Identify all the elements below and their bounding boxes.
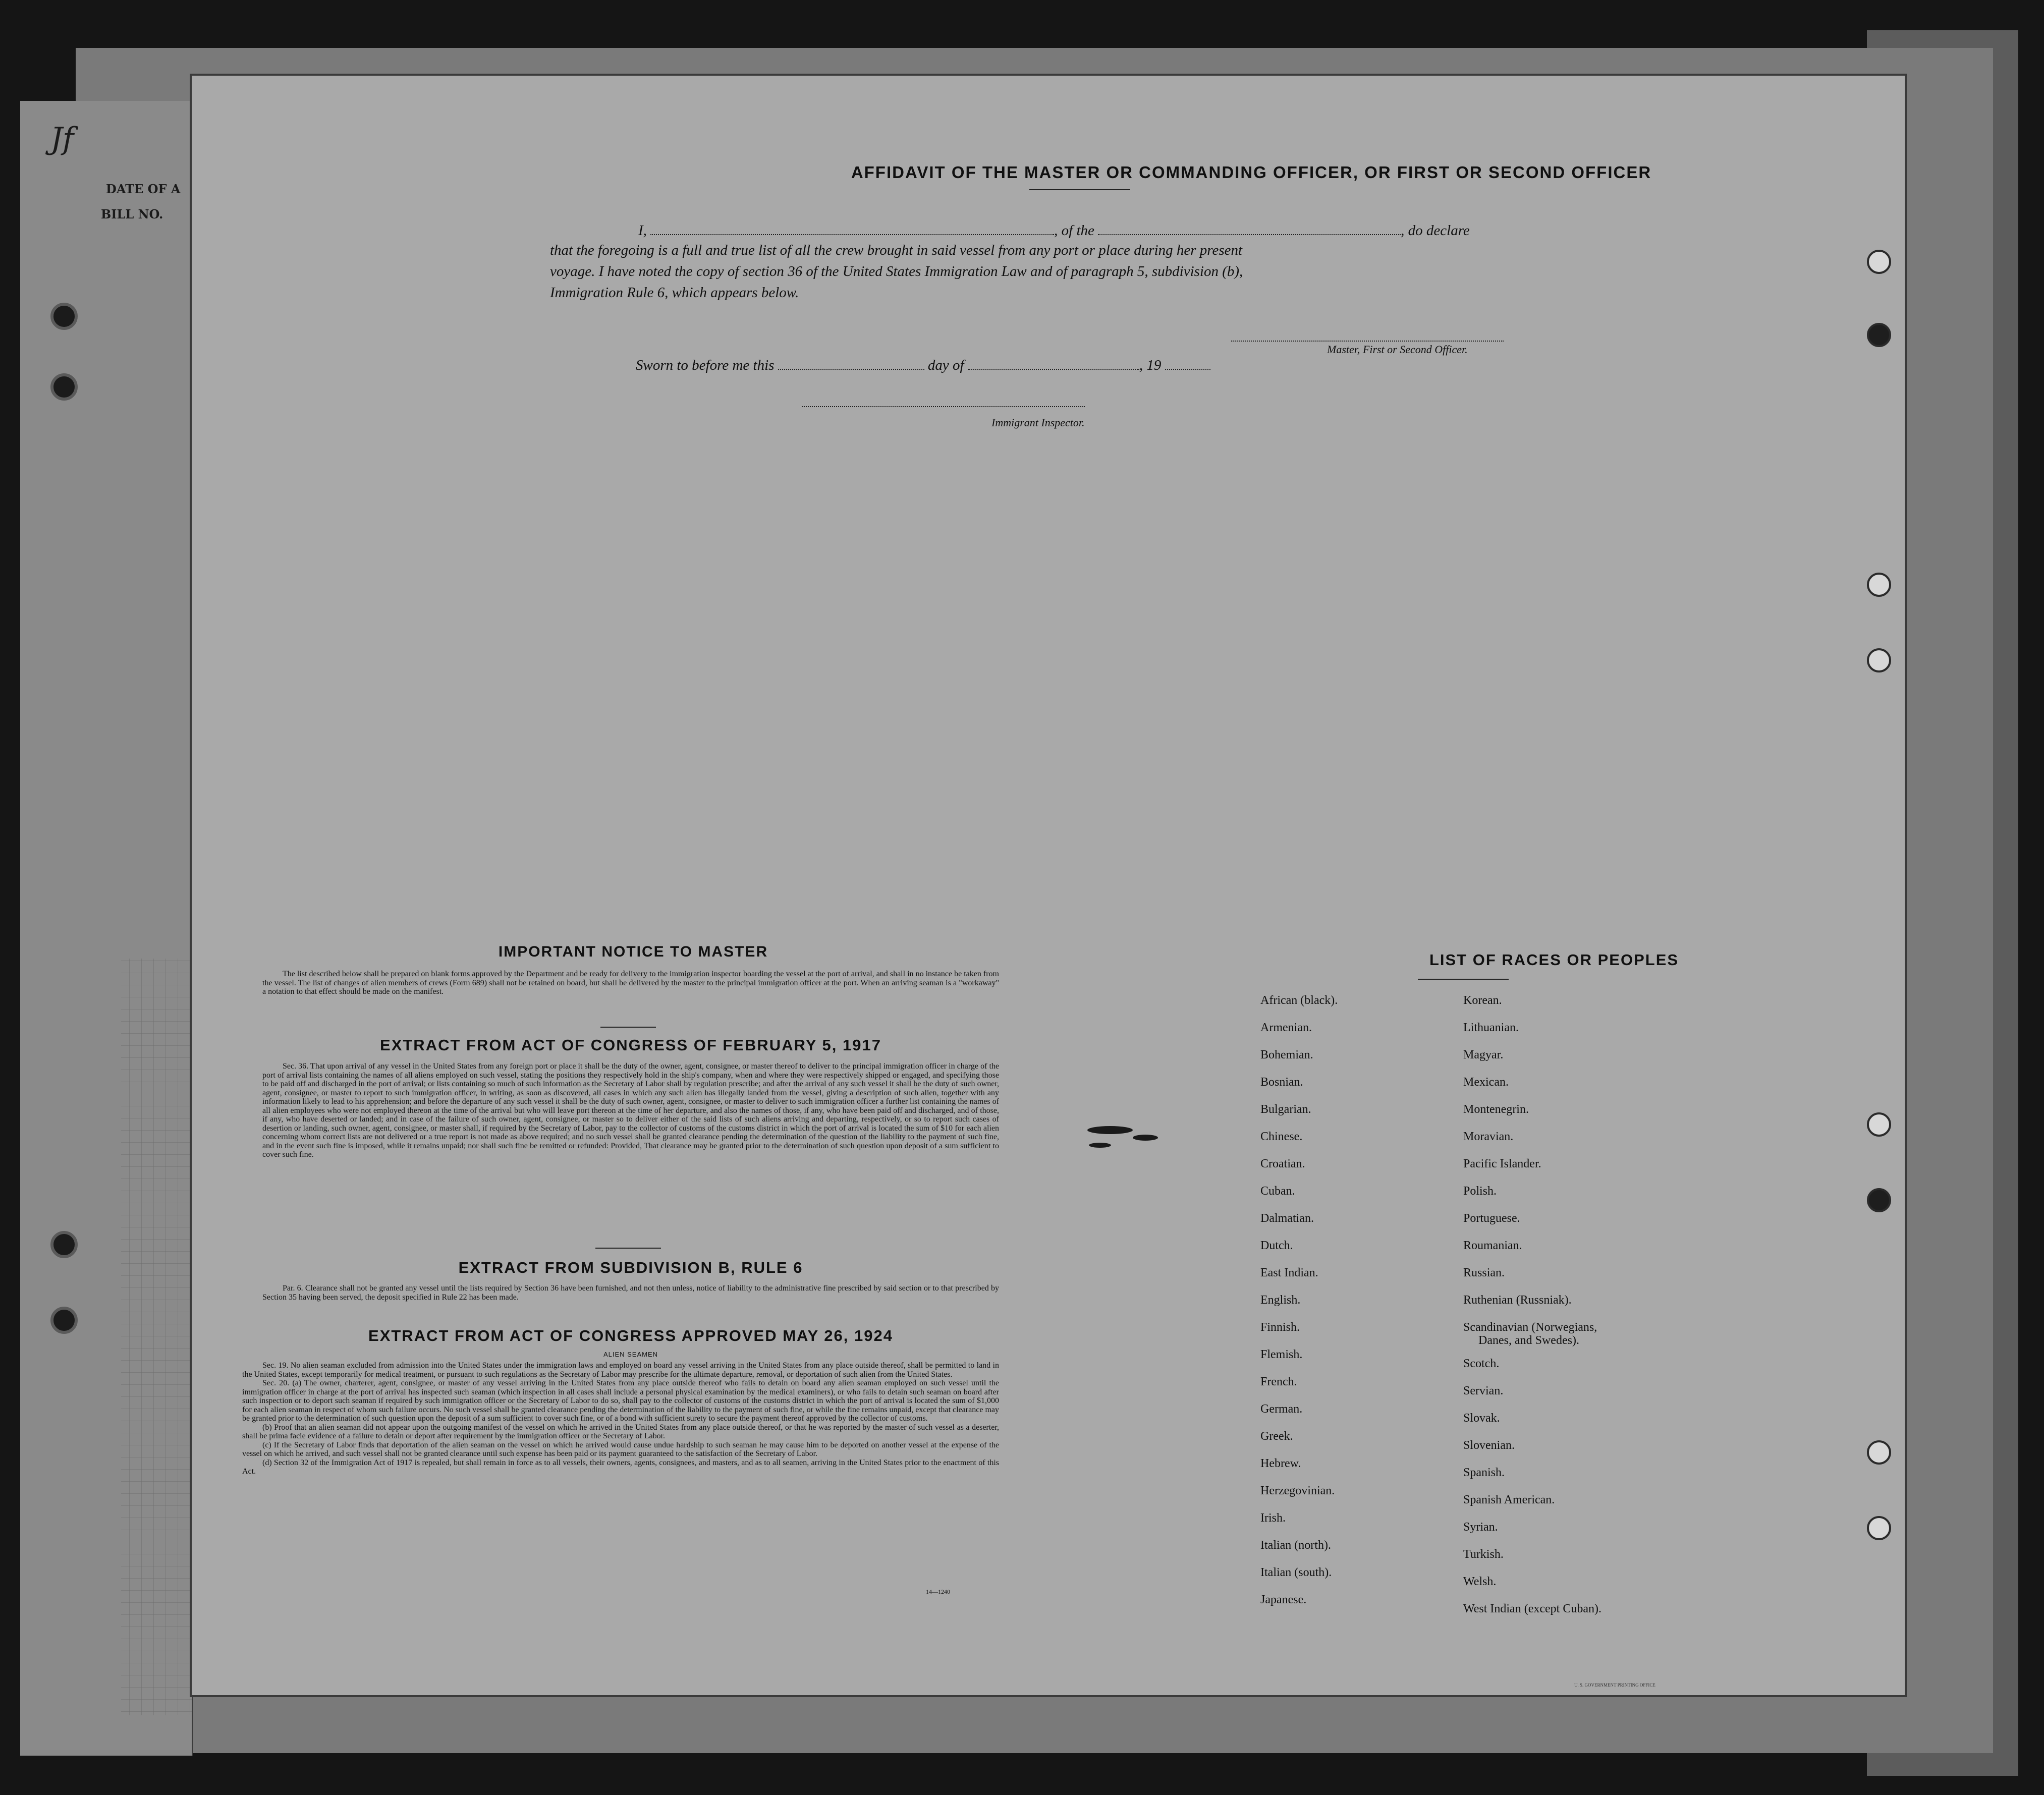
extract-1917-body xyxy=(262,1062,999,1159)
stamp-bill-label: BILL NO. xyxy=(101,207,163,221)
binder-hole xyxy=(50,373,78,401)
race-item: Ruthenian (Russniak). xyxy=(1463,1294,1572,1307)
race-item: Montenegrin. xyxy=(1463,1103,1529,1116)
race-item: Welsh. xyxy=(1463,1575,1497,1588)
master-signature-line[interactable] xyxy=(1231,341,1504,342)
sworn-line xyxy=(636,356,1544,374)
race-item: German. xyxy=(1260,1403,1303,1416)
race-item: Bohemian. xyxy=(1260,1048,1313,1061)
binder-hole xyxy=(1867,1188,1891,1212)
race-item: Russian. xyxy=(1463,1266,1505,1279)
binder-hole xyxy=(1867,250,1891,274)
race-item: Spanish American. xyxy=(1463,1493,1555,1506)
divider xyxy=(600,1027,656,1028)
bleed-through-column xyxy=(434,404,535,1009)
rule-6-body xyxy=(262,1284,999,1302)
race-item: Roumanian. xyxy=(1463,1239,1522,1252)
binder-hole xyxy=(50,1231,78,1258)
declaration-do-declare: , do declare xyxy=(1401,222,1470,239)
rule-6-title: EXTRACT FROM SUBDIVISION B, RULE 6 xyxy=(458,1259,803,1276)
race-item: Bosnian. xyxy=(1260,1076,1303,1089)
sworn-day-field[interactable] xyxy=(778,356,924,370)
notice-paragraph: The list described below shall be prepared on blank forms approved by the Department and be ready for delivery to the immigration inspector boarding the vessel at the port of arrival, and shall in no instance be taken from the vessel. The list of changes of alien members of crews (Form 689) shall not be retained on board, but shall be delivered by the master to the principal immigration officer at the port. When an arriving seaman is a "workaway" a notation to that effect should be made on the manifest. xyxy=(262,970,999,996)
race-item: English. xyxy=(1260,1294,1301,1307)
ink-smudge xyxy=(1080,1115,1181,1155)
declaration-i: I, xyxy=(638,222,647,239)
race-item: Dalmatian. xyxy=(1260,1212,1314,1225)
race-item: East Indian. xyxy=(1260,1266,1318,1279)
title-underline xyxy=(1029,189,1130,190)
race-item: Danes, and Swedes). xyxy=(1478,1334,1579,1347)
race-item: Slovenian. xyxy=(1463,1439,1515,1452)
declaration-line-3: voyage. I have noted the copy of section 36 of the United States Immigration Law and of paragraph 5, subdivision (b), xyxy=(550,263,1243,279)
name-field[interactable] xyxy=(650,221,1054,235)
race-item: Polish. xyxy=(1463,1185,1497,1198)
sec-20d-paragraph: (d) Section 32 of the Immigration Act of 1917 is repealed, but shall remain in force as to all vessels, their owners, agents, consignees, and masters, and as to all seamen, arriving in the United States prior to the enactment of this Act. xyxy=(242,1458,999,1476)
form-number: 14—1240 xyxy=(926,1588,950,1595)
stamp-date-label: DATE OF A xyxy=(106,182,181,196)
divider xyxy=(595,1248,661,1249)
race-item: Spanish. xyxy=(1463,1466,1505,1479)
sworn-year-field[interactable] xyxy=(1165,356,1210,370)
race-item: Japanese. xyxy=(1260,1593,1307,1606)
race-item: Dutch. xyxy=(1260,1239,1293,1252)
race-item: African (black). xyxy=(1260,994,1338,1007)
sec-20a-paragraph: Sec. 20. (a) The owner, charterer, agent, consignee, or master of any vessel arriving in the United States from any place outside thereof who fails to detain on board any alien seaman employed on such vessel until the immigration officer in charge at the port of arrival has inspected such seaman (which inspection in all cases shall include a personal physical examination by the medical examiners), or who fails to detain such seaman on board after such inspection or to deport such seaman if required by such immigration officer or the Secretary of Labor to do so, shall pay to the collector of customs of the customs district in which the port of arrival is located the sum of $1,000 for each alien seaman in respect of whom such failure occurs. No such vessel shall be granted clearance pending the determination of the liability to the payment of such fine, or while the fine remains unpaid, except that clearance may be granted prior to the determination of such question upon the deposit of a sum sufficient to cover such fine, or of a bond with sufficient surety to secure the payment thereof approved by the collector of customs. xyxy=(242,1379,999,1423)
race-item: Italian (north). xyxy=(1260,1539,1331,1552)
race-item: Magyar. xyxy=(1463,1048,1504,1061)
race-item: Armenian. xyxy=(1260,1021,1312,1034)
race-item: Korean. xyxy=(1463,994,1502,1007)
race-item: Greek. xyxy=(1260,1430,1293,1443)
sworn-month-field[interactable] xyxy=(968,356,1139,370)
race-item: Lithuanian. xyxy=(1463,1021,1519,1034)
race-item: Moravian. xyxy=(1463,1130,1514,1143)
sec-20c-paragraph: (c) If the Secretary of Labor finds that deportation of the alien seaman on the vessel on which he arrived would cause undue hardship to such seaman he may cause him to be deported on another vessel at the expense of the vessel on which he arrived, and such vessel shall not be granted clearance until such expense has been paid or its payment guaranteed to the satisfaction of the Secretary of Labor. xyxy=(242,1440,999,1458)
handwritten-note: Jf xyxy=(50,121,74,156)
race-item: Slovak. xyxy=(1463,1412,1500,1425)
race-item: Scotch. xyxy=(1463,1357,1500,1370)
race-item: Hebrew. xyxy=(1260,1457,1301,1470)
race-item: French. xyxy=(1260,1375,1297,1388)
alien-seamen-heading: ALIEN SEAMEN xyxy=(603,1351,658,1358)
extract-1924-body xyxy=(242,1361,999,1476)
declaration-line-2: that the foregoing is a full and true list of all the crew brought in said vessel from any port or place during her present xyxy=(550,242,1243,258)
binder-hole xyxy=(1867,1112,1891,1137)
vessel-field[interactable] xyxy=(1098,221,1401,235)
margin-stamp-area xyxy=(30,106,197,288)
race-item: Bulgarian. xyxy=(1260,1103,1311,1116)
binder-hole xyxy=(1867,323,1891,347)
inspector-caption: Immigrant Inspector. xyxy=(991,416,1085,429)
ledger-page-left xyxy=(20,101,193,1756)
race-item: Servian. xyxy=(1463,1384,1504,1397)
race-item: Flemish. xyxy=(1260,1348,1303,1361)
binder-hole xyxy=(50,303,78,330)
race-item: Scandinavian (Norwegians, xyxy=(1463,1321,1597,1334)
race-item: Portuguese. xyxy=(1463,1212,1520,1225)
master-caption: Master, First or Second Officer. xyxy=(1327,343,1468,356)
printer-line: U. S. GOVERNMENT PRINTING OFFICE xyxy=(1574,1682,1655,1688)
sec-19-paragraph: Sec. 19. No alien seaman excluded from admission into the United States under the immigration laws and employed on board any vessel arriving in the United States from any place outside thereof, shall be permitted to land in the United States, except temporarily for medical treatment, or pursuant to such regulations as the Secretary of Labor may prescribe for the ultimate departure, removal, or deportation of such alien from the United States. xyxy=(242,1361,999,1379)
race-item: Mexican. xyxy=(1463,1076,1509,1089)
notice-body xyxy=(262,970,999,996)
races-underline xyxy=(1418,979,1509,980)
binder-hole xyxy=(1867,1516,1891,1540)
races-title: LIST OF RACES OR PEOPLES xyxy=(1429,951,1679,969)
race-item: Irish. xyxy=(1260,1511,1286,1525)
race-item: Pacific Islander. xyxy=(1463,1157,1541,1170)
race-item: Turkish. xyxy=(1463,1548,1504,1561)
race-item: Italian (south). xyxy=(1260,1566,1332,1579)
extract-1917-title: EXTRACT FROM ACT OF CONGRESS OF FEBRUARY 5, 1917 xyxy=(380,1036,881,1054)
binder-hole xyxy=(1867,648,1891,672)
race-item: Finnish. xyxy=(1260,1321,1300,1334)
binder-hole xyxy=(1867,1440,1891,1465)
inspector-signature-line[interactable] xyxy=(802,406,1085,407)
notice-title: IMPORTANT NOTICE TO MASTER xyxy=(498,943,768,960)
sec-36-paragraph: Sec. 36. That upon arrival of any vessel in the United States from any foreign port or place it shall be the duty of the owner, agent, consignee, or master thereof to deliver to the principal immigration officer in charge of the port of arrival lists containing the names of all aliens employed on such vessel, stating the positions they respectively hold in the ship's company, when and where they were respectively shipped or engaged, and specifying those to be paid off and discharged in the port of arrival; or lists containing so much of such information as the Secretary of Labor shall by regulation prescribe; and after the arrival of any such vessel it shall be the duty of such owner, agent, consignee, or master to report to such immigration officer, in writing, as soon as discovered, all cases in which any such alien has illegally landed from the vessel, giving a description of such alien, together with any information likely to lead to his apprehension; and before the departure of any such vessel it shall be the duty of such owner, agent, consignee, or master to deliver to such immigration officer a further list containing the names of all alien employees who were not employed thereon at the time of the arrival but who will leave port thereon at the time of her departure, and also the names of those, if any, who have been paid off and discharged, and of those, if any, who have deserted or landed; and in case of the failure of such owner, agent, consignee, or master so to deliver either of the said lists of such aliens arriving and departing, respectively, or so to report such cases of desertion or landing, such owner, agent, consignee, or master shall, if required by the Secretary of Labor, pay to the collector of customs of the customs district in which the port of arrival is located the sum of $10 for each alien concerning whom correct lists are not delivered or a true report is not made as above required; and no such vessel shall be granted clearance pending the determination of the question of the liability to the payment of such fine, and in the event such fine is imposed, while it remains unpaid; nor shall such fine be remitted or refunded: Provided, That clearance may be granted prior to the determination of such question upon deposit of a sum sufficient to cover such fine. xyxy=(262,1062,999,1159)
sec-20b-paragraph: (b) Proof that an alien seaman did not appear upon the outgoing manifest of the vessel on which he arrived in the United States from any place outside thereof, or that he was reported by the master of such vessel as a deserter, shall be prima facie evidence of a failure to detain or deport after requirement by the immigration officer or the Secretary of Labor. xyxy=(242,1423,999,1440)
par-6-paragraph: Par. 6. Clearance shall not be granted any vessel until the lists required by Section 36 have been furnished, and not then unless, notice of liability to the administrative fine prescribed by said section or to that prescribed by Section 35 having been served, the deposit specified in Rule 22 has been made. xyxy=(262,1284,999,1302)
race-item: Croatian. xyxy=(1260,1157,1305,1170)
binder-hole xyxy=(1867,573,1891,597)
extract-1924-title: EXTRACT FROM ACT OF CONGRESS APPROVED MAY 26, 1924 xyxy=(368,1327,893,1344)
sworn-year-prefix: , 19 xyxy=(1139,357,1162,373)
ledger-grid xyxy=(20,101,192,1756)
declaration-line-1 xyxy=(638,221,1748,239)
binder-hole xyxy=(50,1307,78,1334)
affidavit-title: AFFIDAVIT OF THE MASTER OR COMMANDING OFFICER, OR FIRST OR SECOND OFFICER xyxy=(851,163,1652,182)
race-item: Cuban. xyxy=(1260,1185,1295,1198)
race-item: Chinese. xyxy=(1260,1130,1303,1143)
race-item: Herzegovinian. xyxy=(1260,1484,1335,1497)
race-item: West Indian (except Cuban). xyxy=(1463,1602,1601,1615)
declaration-of-the: , of the xyxy=(1054,222,1094,239)
sworn-text: Sworn to before me this xyxy=(636,357,775,373)
declaration-line-4: Immigration Rule 6, which appears below. xyxy=(550,285,799,301)
race-item: Syrian. xyxy=(1463,1521,1498,1534)
sworn-day-of: day of xyxy=(927,357,964,373)
affidavit-sheet xyxy=(192,76,1905,1695)
